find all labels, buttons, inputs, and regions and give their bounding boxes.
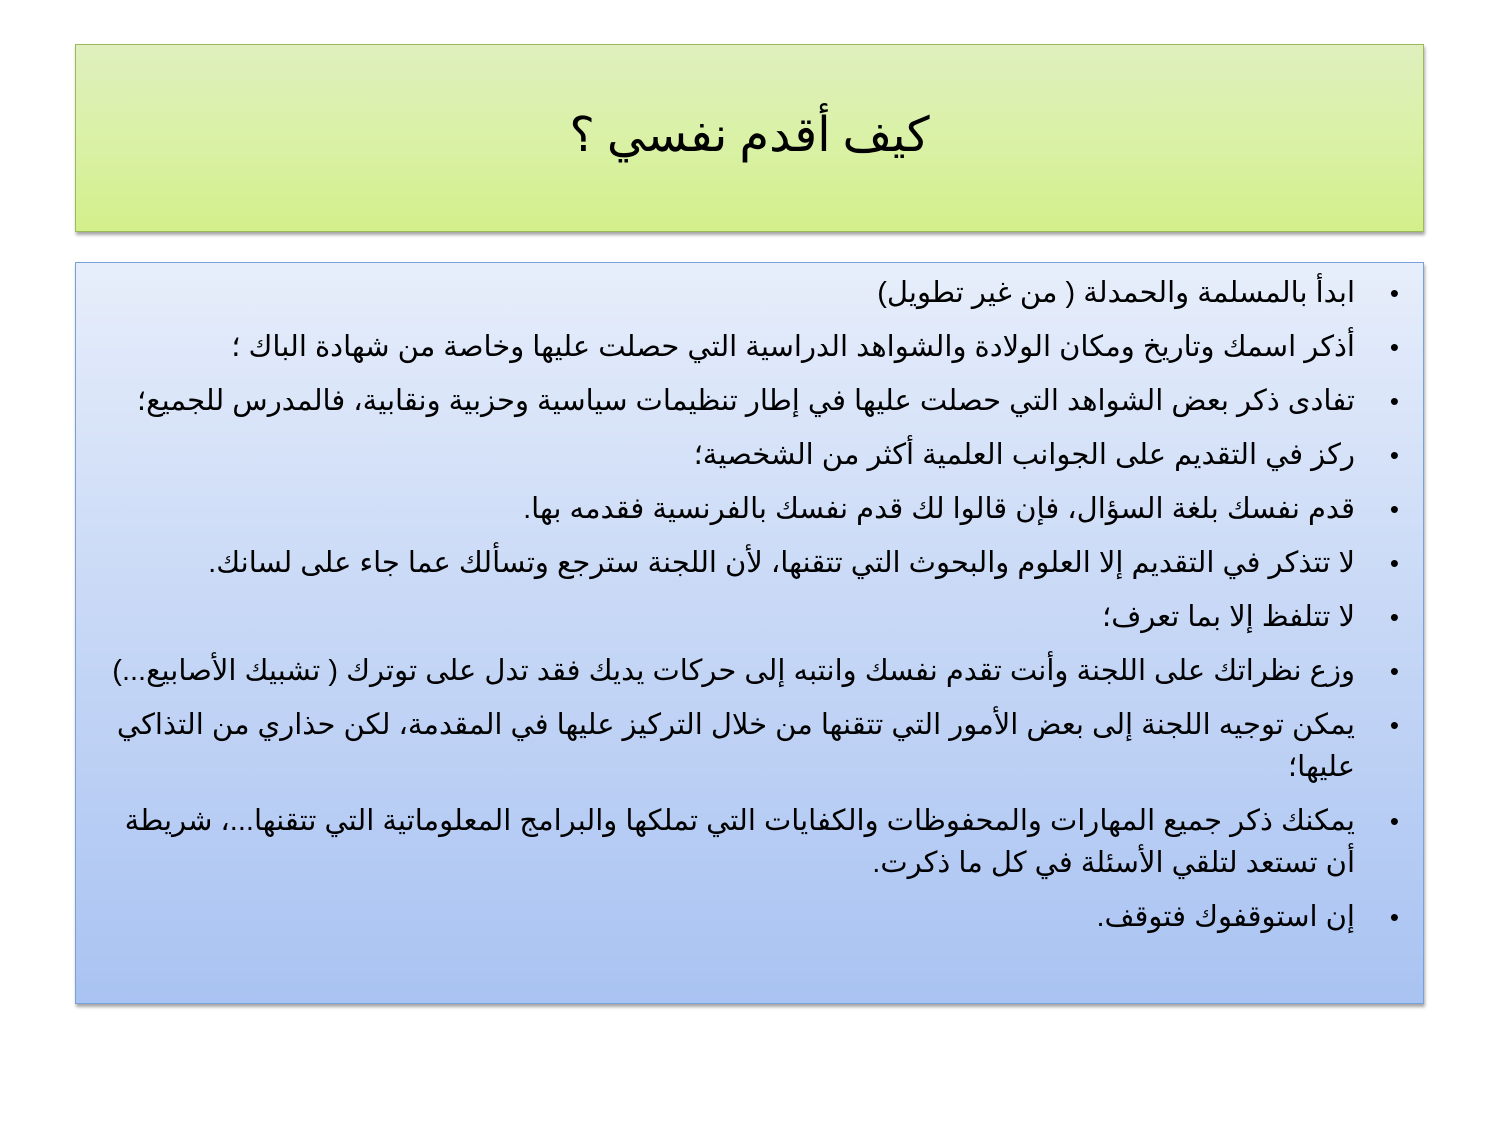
bullet-dot-icon: • (1389, 656, 1399, 686)
bullet-item (106, 704, 1399, 788)
bullet-text: يمكنك ذكر جميع المهارات والمحفوظات والكفايات التي تملكها والبرامج المعلوماتية التي تتقنها...، شريطة أن تستعد لتلقي الأسئلة في كل ما ذكرت. (124, 805, 1355, 879)
bullet-dot-icon: • (1389, 494, 1399, 524)
bullet-item (106, 488, 1399, 530)
bullet-text: تفادى ذكر بعض الشواهد التي حصلت عليها في إطار تنظيمات سياسية وحزبية ونقابية، فالمدرس للجميع؛ (136, 385, 1355, 417)
bullet-item (106, 326, 1399, 368)
bullet-item (106, 542, 1399, 584)
bullet-text: لا تتلفظ إلا بما تعرف؛ (1102, 601, 1355, 633)
bullet-dot-icon: • (1389, 902, 1399, 932)
bullet-text: قدم نفسك بلغة السؤال، فإن قالوا لك قدم نفسك بالفرنسية فقدمه بها. (523, 493, 1355, 525)
bullet-dot-icon: • (1389, 386, 1399, 416)
bullet-dot-icon: • (1389, 278, 1399, 308)
bullet-text: يمكن توجيه اللجنة إلى بعض الأمور التي تتقنها من خلال التركيز عليها في المقدمة، لكن حذاري من التذاكي عليها؛ (116, 709, 1355, 783)
bullet-dot-icon: • (1389, 710, 1399, 740)
bullet-dot-icon: • (1389, 602, 1399, 632)
bullet-item (106, 596, 1399, 638)
bullet-item (106, 434, 1399, 476)
bullet-item (106, 650, 1399, 692)
title-box (75, 44, 1424, 232)
bullet-dot-icon: • (1389, 440, 1399, 470)
bullet-text: ابدأ بالمسلمة والحمدلة ( من غير تطويل) (877, 277, 1355, 309)
bullet-dot-icon: • (1389, 548, 1399, 578)
bullet-item (106, 800, 1399, 884)
bullet-text: إن استوقفوك فتوقف. (1096, 901, 1355, 933)
bullet-text: وزع نظراتك على اللجنة وأنت تقدم نفسك وانتبه إلى حركات يديك فقد تدل على توترك ( تشبيك الأصابيع...) (112, 655, 1355, 687)
bullet-dot-icon: • (1389, 332, 1399, 362)
bullet-dot-icon: • (1389, 806, 1399, 836)
bullet-item (106, 380, 1399, 422)
bullet-text: لا تتذكر في التقديم إلا العلوم والبحوث التي تتقنها، لأن اللجنة سترجع وتسألك عما جاء على لسانك. (208, 547, 1355, 579)
bullet-list (106, 272, 1399, 950)
content-box (75, 262, 1424, 1004)
bullet-item (106, 896, 1399, 938)
bullet-text: أذكر اسمك وتاريخ ومكان الولادة والشواهد الدراسية التي حصلت عليها وخاصة من شهادة الباك ؛ (231, 331, 1355, 363)
slide-title: كيف أقدم نفسي ؟ (569, 109, 930, 162)
bullet-text: ركز في التقديم على الجوانب العلمية أكثر من الشخصية؛ (693, 439, 1355, 471)
bullet-item (106, 272, 1399, 314)
